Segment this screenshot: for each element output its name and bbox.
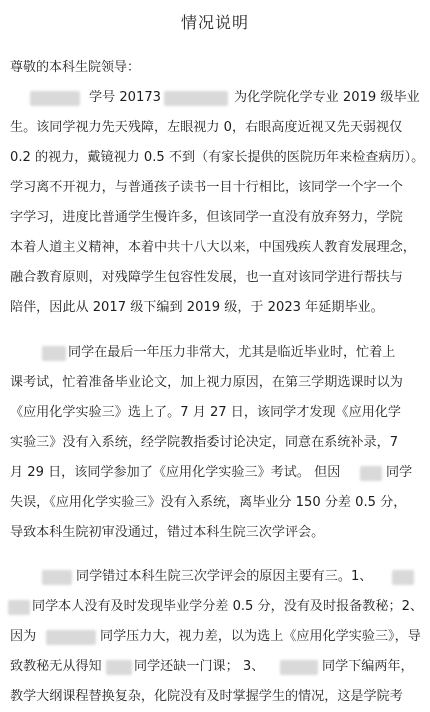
text-segment: 陪伴，因此从 2017 级下编到 2019 级，于 2023 年延期毕业。 [10,300,384,315]
paragraph-1-line-6 [0,237,430,259]
text-segment: 课考试，忙着准备毕业论文，加上视力原因，在第三学期选课时以为 [10,375,403,390]
text-segment: 生。该同学视力先天残障，左眼视力 0，右眼高度近视又先天弱视仅 [10,120,403,135]
paragraph-2-line-3 [0,402,430,424]
redacted-name [30,91,80,106]
redacted-name [42,570,72,585]
text-segment: 同学错过本科生院三次学评会的原因主要有三。1、 [76,569,373,584]
paragraph-1-line-5 [0,207,430,229]
paragraph-1-line-1 [0,87,430,109]
text-segment: 同学 [386,465,413,480]
text-segment: 因为 [10,629,37,644]
text-segment: 同学本人没有及时发现毕业学分差 0.5 分，没有及时报备教秘；2、 [32,599,424,614]
paragraph-1-line-8 [0,297,430,319]
paragraph-1-line-7 [0,267,430,289]
redacted-name [42,346,66,361]
text-segment: 致教秘无从得知 [10,659,102,674]
text-segment: 学习离不开视力，与普通孩子读书一目十行相比，该同学一个字一个 [10,180,403,195]
text-segment: 月 29 日，该同学参加了《应用化学实验三》考试。 但因 [10,465,341,480]
paragraph-3-line-3 [0,626,430,648]
paragraph-2-line-4 [0,432,430,454]
redacted-name [106,660,132,675]
text-segment: 字学习，进度比普通学生慢许多，但该同学一直没有放弃努力，学院 [10,210,403,225]
text-segment: 为化学院化学专业 2019 级毕业 [234,90,420,105]
text-segment: 同学在最后一年压力非常大，尤其是临近毕业时，忙着上 [68,345,396,360]
redacted-name [280,660,318,675]
redacted-name [8,600,30,615]
text-segment: 同学下编两年， [322,659,414,674]
paragraph-2-line-7 [0,522,430,544]
text-segment: 《应用化学实验三》选上了。7 月 27 日，该同学才发现《应用化学 [10,405,402,420]
redacted-name [46,630,96,645]
paragraph-2-line-6 [0,492,430,514]
paragraph-1-line-3 [0,147,430,169]
text-segment: 本着人道主义精神，本着中共十八大以来，中国残疾人教育发展理念， [10,240,416,255]
redacted-name [392,570,414,585]
paragraph-3-line-1 [0,566,430,588]
paragraph-3-line-5 [0,686,430,708]
text-segment: 失误，《应用化学实验三》没有入系统，离毕业分 150 分差 0.5 分， [10,495,407,510]
redacted-student-id [164,91,228,106]
document-title: 情况说明 [180,13,249,32]
text-segment: 学号 20173 [89,90,162,105]
text-segment: 导致本科生院初审没通过，错过本科生院三次学评会。 [10,525,325,540]
paragraph-2-line-2 [0,372,430,394]
paragraph-1-line-2 [0,117,430,139]
text-segment: 教学大纲课程替换复杂，化院没有及时掌握学生的情况，这是学院考 [10,689,403,704]
text-segment: 融合教育原则，对残障学生包容性发展，也一直对该同学进行帮扶与 [10,270,403,285]
text-segment: 同学还缺一门课； 3、 [134,659,265,674]
paragraph-2-line-5 [0,462,430,484]
text-segment: 实验三》没有入系统，经学院教指委讨论决定，同意在系统补录，7 [10,435,399,450]
paragraph-1-line-4 [0,177,430,199]
greeting: 尊敬的本科生院领导： [10,60,141,75]
paragraph-3-line-4 [0,656,430,678]
text-segment: 同学压力大，视力差，以为选上《应用化学实验三》，导 [100,629,421,644]
redacted-name [360,466,382,481]
text-segment: 0.2 的视力，戴镜视力 0.5 不到（有家长提供的医院历年来检查病历）。 [10,150,425,165]
paragraph-2-line-1 [0,342,430,364]
paragraph-3-line-2 [0,596,430,618]
